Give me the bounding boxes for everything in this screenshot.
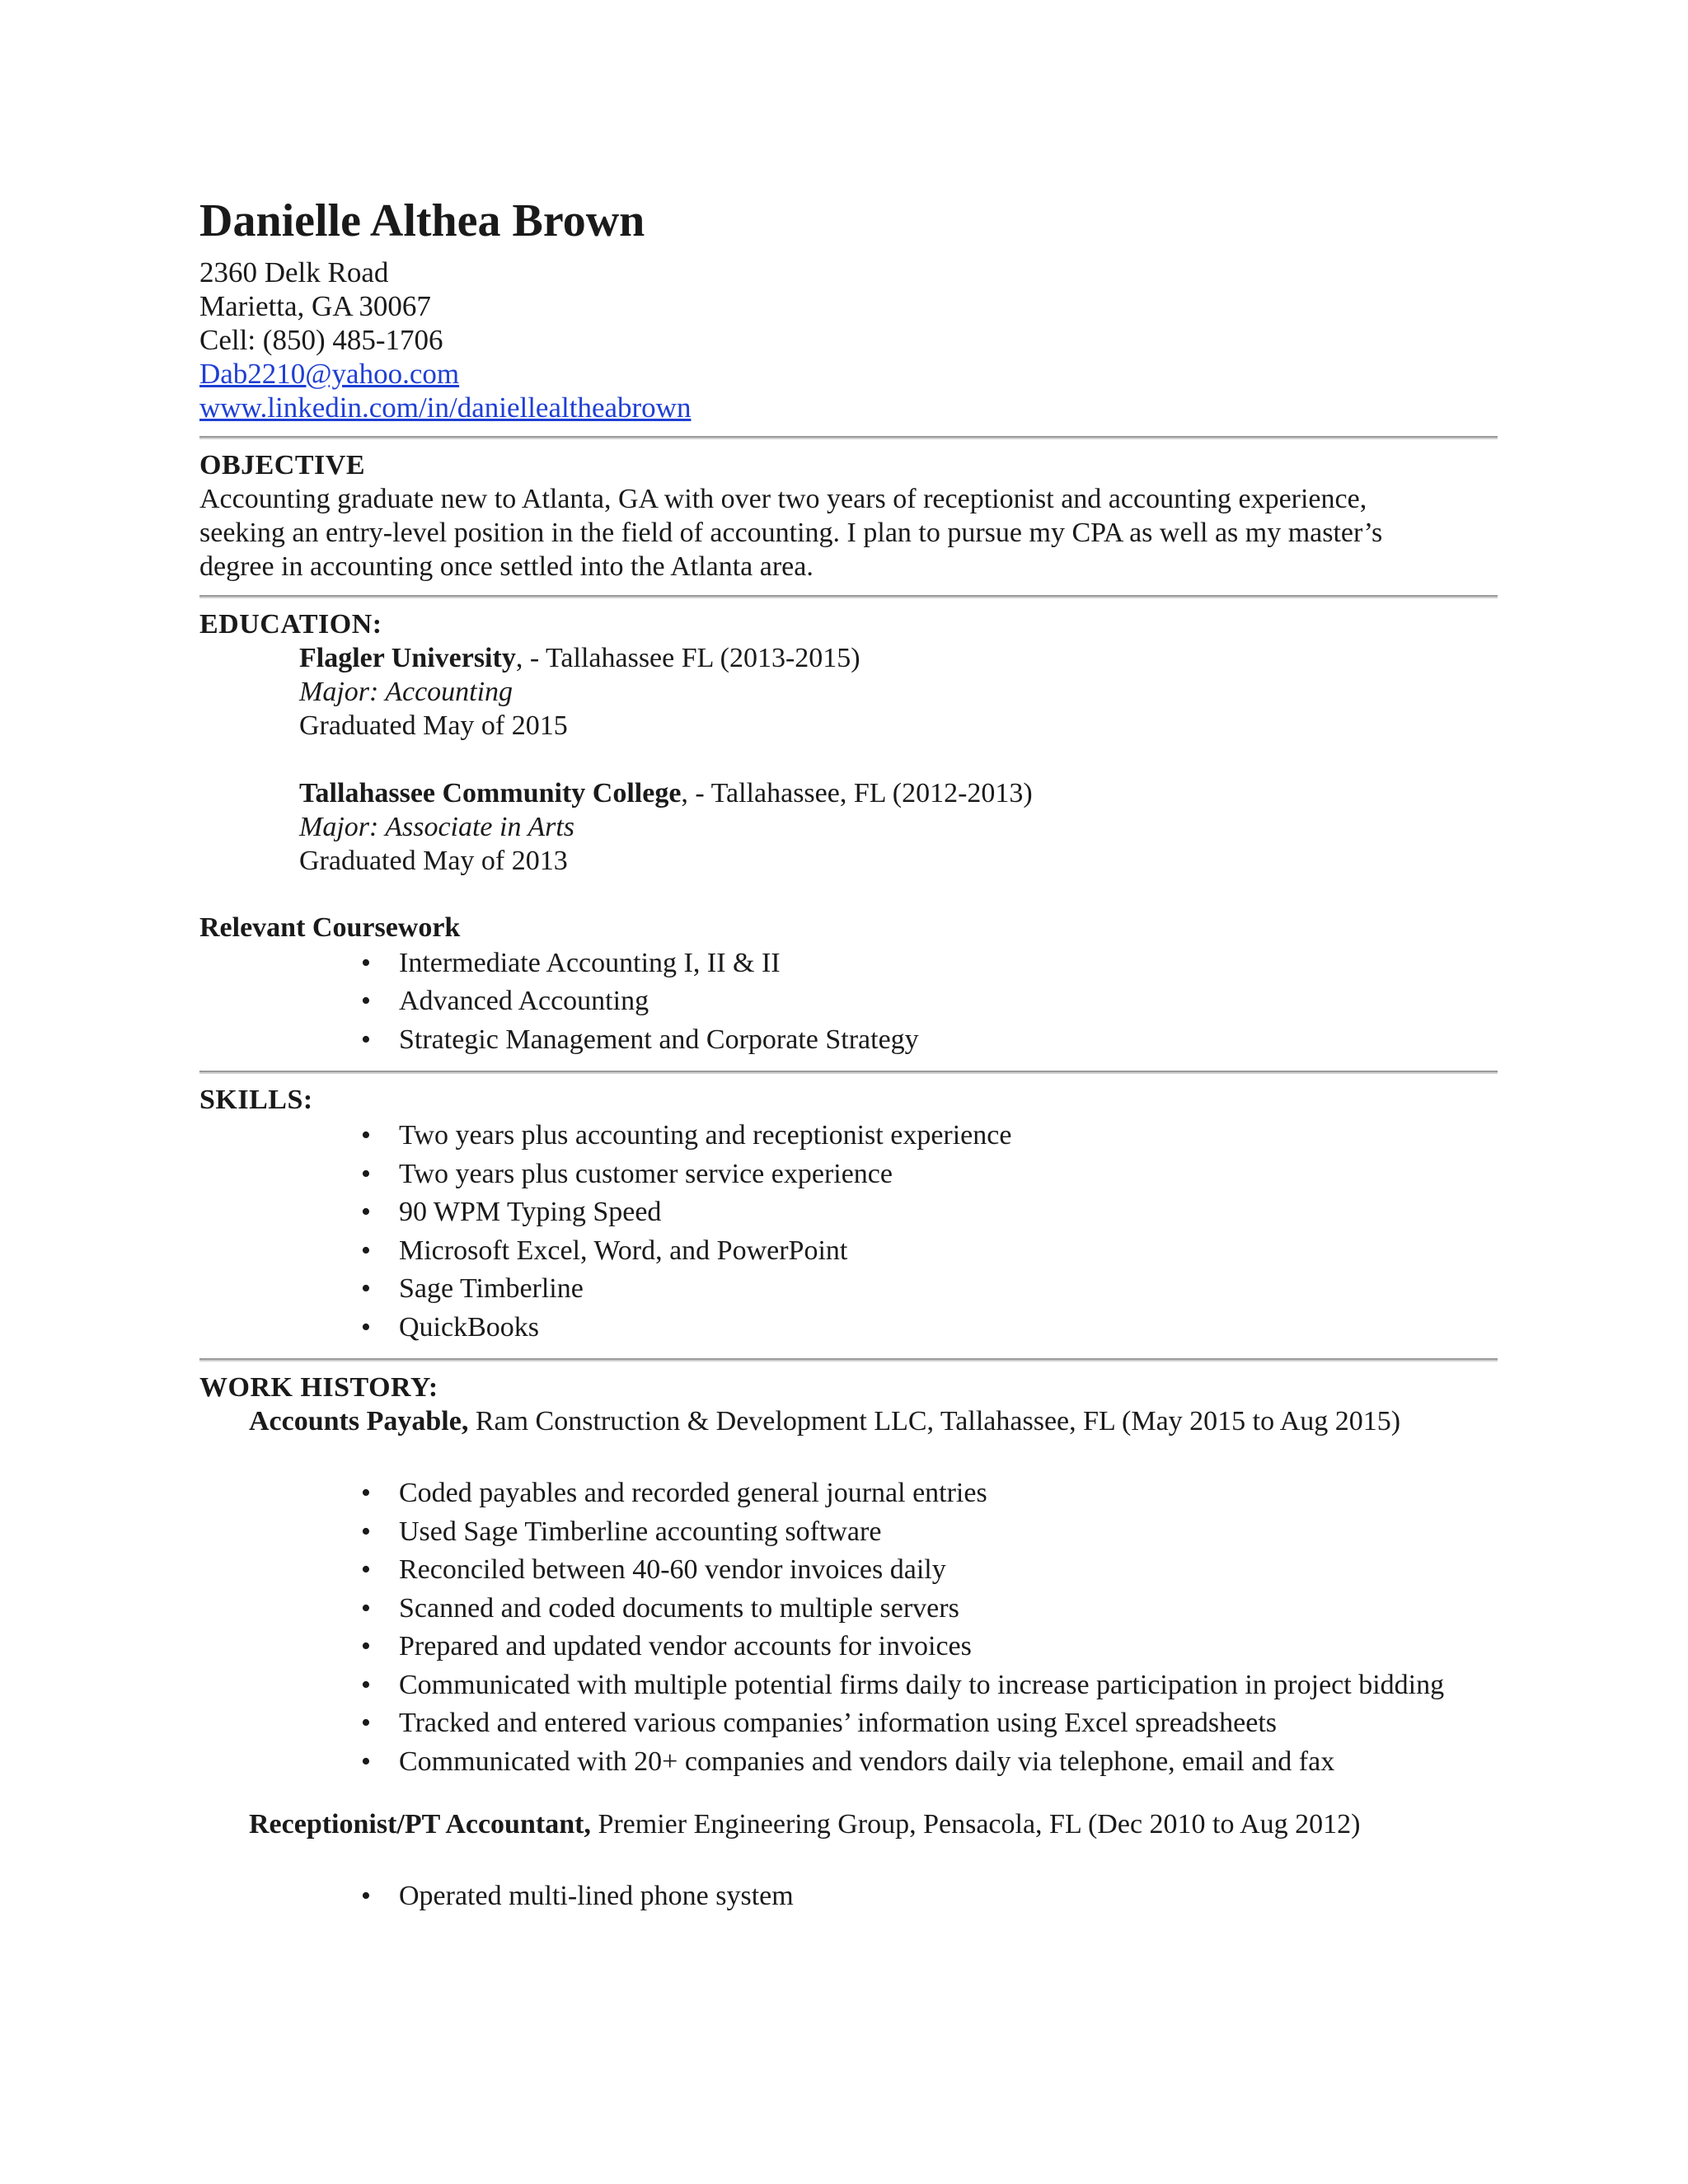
list-item: • 90 WPM Typing Speed: [361, 1197, 662, 1228]
list-item: • Two years plus customer service experience: [361, 1158, 893, 1189]
resume-page: [199, 196, 1498, 1916]
list-item: • QuickBooks: [361, 1311, 539, 1343]
objective-line-1: Accounting graduate new to Atlanta, GA with over two years of receptionist and accounting experience,: [199, 483, 1367, 514]
list-item: • Tracked and entered various companies’ information using Excel spreadsheets: [361, 1708, 1278, 1739]
job-duties-list: [199, 1474, 1498, 1781]
job-entry-receptionist: [199, 1807, 1498, 1841]
school-name: Flagler University: [299, 642, 516, 673]
school-name: Tallahassee Community College: [299, 777, 682, 808]
skills-heading: SKILLS:: [199, 1085, 313, 1116]
list-item: • Microsoft Excel, Word, and PowerPoint: [361, 1235, 848, 1266]
coursework-list: [199, 944, 1498, 1060]
list-item: • Intermediate Accounting I, II & II: [361, 947, 781, 978]
list-item: • Advanced Accounting: [361, 986, 649, 1017]
address-line-2: Marietta, GA 30067: [199, 289, 431, 322]
list-item: • Coded payables and recorded general journal entries: [361, 1478, 987, 1509]
job-title: Accounts Payable,: [249, 1406, 469, 1437]
school-location: , - Tallahassee, FL (2012-2013): [681, 777, 1033, 808]
school-location: , - Tallahassee FL (2013-2015): [515, 642, 860, 673]
skills-list: [199, 1117, 1498, 1347]
objective-line-3: degree in accounting once settled into the Atlanta area.: [199, 551, 814, 582]
job-title: Receptionist/PT Accountant,: [249, 1809, 591, 1840]
list-item: • Operated multi-lined phone system: [361, 1881, 794, 1912]
candidate-name: Danielle Althea Brown: [199, 195, 645, 246]
list-item: • Two years plus accounting and receptionist experience: [361, 1120, 1012, 1151]
list-item: • Used Sage Timberline accounting software: [361, 1516, 882, 1547]
job-entry-accounts-payable: [199, 1404, 1498, 1438]
school-major: Major: Accounting: [299, 676, 513, 707]
school-major: Major: Associate in Arts: [299, 811, 575, 842]
school-entry-flagler: [199, 641, 1498, 743]
objective-line-2: seeking an entry-level position in the field of accounting. I plan to pursue my CPA as well as my master’s: [199, 517, 1383, 548]
linkedin-link[interactable]: www.linkedin.com/in/daniellealtheabrown: [199, 391, 692, 424]
job-details: Ram Construction & Development LLC, Tallahassee, FL (May 2015 to Aug 2015): [468, 1406, 1401, 1437]
list-item: • Strategic Management and Corporate Strategy: [361, 1024, 919, 1055]
address-line-1: 2360 Delk Road: [199, 255, 389, 288]
section-divider: [199, 1358, 1498, 1361]
education-heading: EDUCATION:: [199, 608, 382, 640]
list-item: • Prepared and updated vendor accounts for invoices: [361, 1631, 972, 1662]
list-item: • Sage Timberline: [361, 1273, 584, 1305]
work-history-heading: WORK HISTORY:: [199, 1372, 438, 1404]
job-duties-list: [199, 1877, 1498, 1916]
objective-heading: OBJECTIVE: [199, 449, 365, 480]
email-link[interactable]: Dab2210@yahoo.com: [199, 357, 460, 390]
section-divider: [199, 595, 1498, 598]
school-entry-tcc: [199, 776, 1498, 878]
list-item: • Communicated with multiple potential firms daily to increase participation in project bidding: [361, 1669, 1445, 1700]
list-item: • Communicated with 20+ companies and vendors daily via telephone, email and fax: [361, 1746, 1335, 1777]
school-graduated: Graduated May of 2013: [299, 845, 568, 876]
section-divider: [199, 1071, 1498, 1074]
coursework-heading: Relevant Coursework: [199, 912, 461, 943]
list-item: • Reconciled between 40-60 vendor invoices daily: [361, 1554, 946, 1586]
school-graduated: Graduated May of 2015: [299, 710, 568, 741]
list-item: • Scanned and coded documents to multiple servers: [361, 1592, 959, 1624]
cell-phone: Cell: (850) 485-1706: [199, 323, 443, 356]
section-divider: [199, 436, 1498, 439]
job-details: Premier Engineering Group, Pensacola, FL (Dec 2010 to Aug 2012): [590, 1809, 1361, 1840]
